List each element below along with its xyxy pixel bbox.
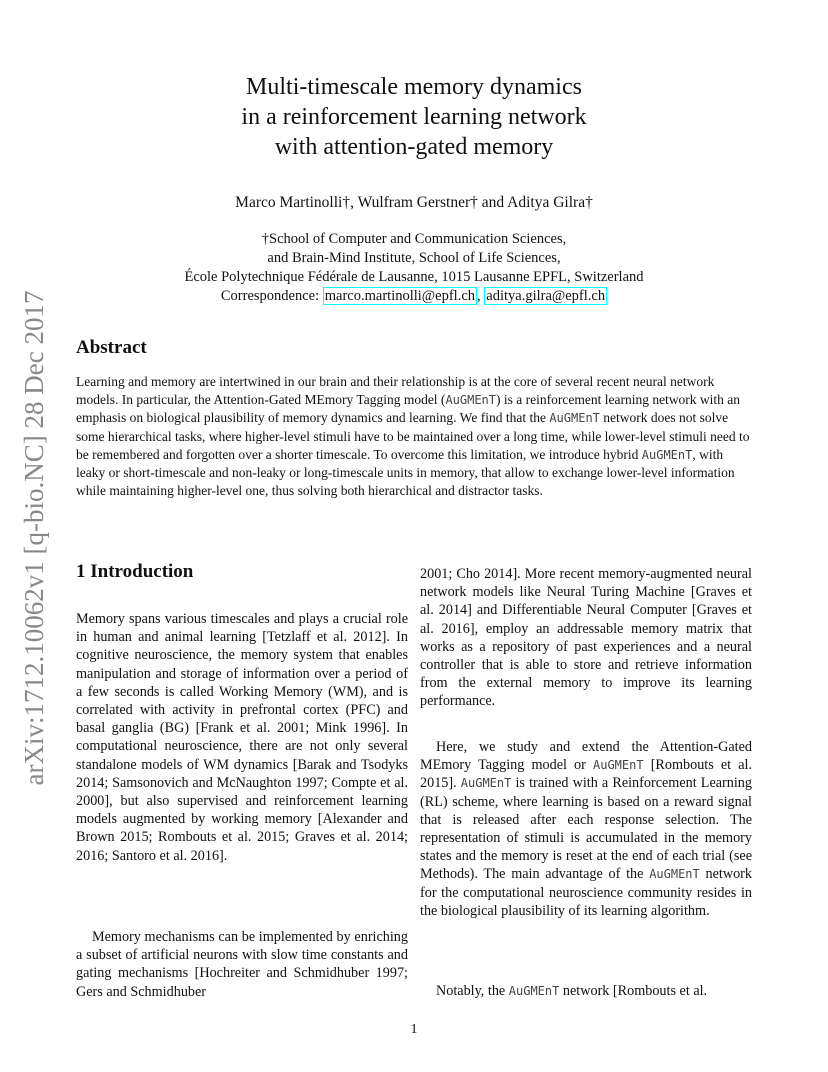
code-term: AuGMEnT [460,776,512,791]
paragraph-text: network [Rombouts et al. [559,983,708,999]
abstract-text: network does not solve some hierarchical tasks, where higher-level stimuli have to be maintained over a long time, while lower-level stimuli need to be remembered and forgotten over a shorter timescale. To overcome this limitation, we introduce hybrid [76,410,750,462]
page-number: 1 [410,1022,418,1037]
email-link-martinolli[interactable]: marco.martinolli@epfl.ch [324,288,476,304]
paragraph-text: [Rombouts et al. 2015]. [420,757,752,792]
correspondence-label: Correspondence: [220,288,323,304]
abstract-text: ) is a reinforcement learning network with an emphasis on biological plausibility of memory dynamics and learning. We find that the [76,392,741,426]
authors: Marco Martinolli†, Wulfram Gerstner† and Aditya Gilra† [235,194,593,211]
section-heading-introduction: 1 Introduction [76,561,194,582]
title-line: Multi-timescale memory dynamics [246,74,582,100]
intro-paragraph: Memory spans various timescales and plays a crucial role in human and animal learning [Tetzlaff et al. 2012]. In cognitive neuroscience, the memory system that enables manipulation and storage of information over a period of a few seconds is called Working Memory (WM), and is correlated with activity in prefrontal cortex (PFC) and basal ganglia (BG) [Frank et al. 2001; Mink 1996]. In computational neuroscience, there are not only several standalone models of WM dynamics [Barak and Tsodyks 2014; Samsonovich and McNaughton 1997; Compte et al. 2000], but also supervised and reinforcement learning models augmented by working memory [Alexander and Brown 2015; Rombouts et al. 2015; Graves et al. 2014; 2016; Santoro et al. 2016]. [76,611,408,864]
arxiv-identifier: arXiv:1712.10062v1 [q-bio.NC] 28 Dec 2017 [19,290,49,786]
intro-paragraph [420,738,752,920]
abstract-body [76,373,752,500]
code-term: AuGMEnT [445,393,497,408]
affiliation-line: †School of Computer and Communication Sciences, [261,231,567,247]
intro-paragraph [420,982,752,1000]
abstract-text: , with leaky or short-timescale and non-leaky or long-timescale units in memory, that allow to exchange lower-level information while maintaining higher-level one, thus solving both hierarchical and distractor tasks. [76,446,735,499]
intro-paragraph: 2001; Cho 2014]. More recent memory-augmented neural network models like Neural Turing Machine [Graves et al. 2014] and Differentiable Neural Computer [Graves et al. 2016], employ an addressable memory matrix that works as a repository of past experiences and a neural controller that is able to store and retrieve information from the external memory to improve its learning performance. [420,566,752,710]
paragraph-text: Here, we study and extend the Attention-Gated MEmory Tagging model or [420,739,752,774]
code-term: AuGMEnT [593,758,644,773]
email-link-gilra[interactable]: aditya.gilra@epfl.ch [486,288,606,304]
code-term: AuGMEnT [649,867,700,882]
paragraph-text: is trained with a Reinforcement Learning (RL) scheme, where learning is based on a reward signal that is released after each response selection. The representation of stimuli is accumulated in the memory states and the memory is reset at the end of each trial (see Methods). The main advantage of the [420,775,752,883]
paragraph-text: Notably, the [436,983,509,999]
paragraph-text: network for the computational neuroscience community resides in the biological plausibility of its learning algorithm. [420,866,752,919]
abstract-heading: Abstract [76,337,147,358]
code-term: AuGMEnT [549,411,600,426]
title-line: in a reinforcement learning network [241,104,587,130]
abstract-text: Learning and memory are intertwined in our brain and their relationship is at the core of several recent neural network models. In particular, the Attention-Gated MEmory Tagging model ( [76,374,715,408]
affiliation-line: and Brain-Mind Institute, School of Life Sciences, [267,250,561,266]
code-term: AuGMEnT [508,984,560,998]
title-line: with attention-gated memory [274,134,554,160]
intro-paragraph: Memory mechanisms can be implemented by enriching a subset of artificial neurons with slow time constants and gating mechanisms [Hochreiter and Schmidhuber 1997; Gers and Schmidhuber [76,929,408,1000]
affiliation-line: École Polytechnique Fédérale de Lausanne, 1015 Lausanne EPFL, Switzerland [184,269,644,285]
affiliation [120,230,708,306]
code-term: AuGMEnT [641,447,693,462]
correspondence: Correspondence: marco.martinolli@epfl.ch , aditya.gilra@epfl.ch [220,288,606,304]
paper-title [140,72,688,162]
